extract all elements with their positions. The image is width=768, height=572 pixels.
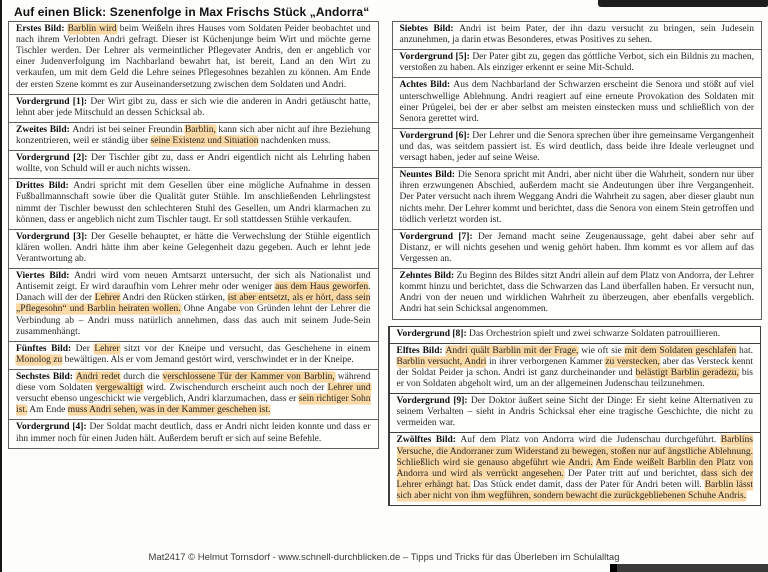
two-column-layout: [8, 22, 762, 506]
highlighted-text: Andri redet: [75, 371, 121, 382]
body-text: bewältigen. Als er vom Jemand gestört wird, verschwindet er in der Kneipe.: [62, 354, 354, 365]
scene-box-vordergrund-9: [388, 393, 762, 433]
highlighted-text: aus dem Haus geworfen: [275, 282, 369, 293]
scene-box-zehntes-bild: [392, 268, 763, 319]
highlighted-text: Barblin,: [184, 124, 216, 135]
highlighted-text: Monolog zu: [16, 354, 63, 365]
scan-left-edge-line: [0, 0, 2, 572]
body-text: Andri spricht mit dem Gesellen über eine mögliche Aufnahme in dessen Fußballmannschaft sowie über die Qualität guter Stühle. Im anschließenden Lehrlingstest nimmt der Tischler bewusst den schlechteren Stuhl des Gesellen, um Andri klarmachen zu können, dass er angeblich nicht zum Tischler taugt. Er soll stattdessen Stühle verkaufen.: [16, 181, 371, 225]
body-text: Der Lehrer und die Senora sprechen über ihre gemeinsame Vergangenheit und das, was seitdem passiert ist. Es wird deutlich, dass beide ihre Ideale verleugnet und versagt haben, jeder auf seine Weise.: [399, 130, 754, 164]
scene-box-label: Siebtes Bild:: [399, 24, 460, 34]
highlighted-text: muss Andri sehen, was in der Kammer geschehen ist.: [67, 405, 271, 416]
scene-box-label: Erstes Bild:: [16, 24, 68, 34]
footer-credit: Mat2417 © Helmut Tornsdorf - www.schnell-durchblicken.de – Tipps und Tricks für das Überleben im Schulalltag: [148, 552, 620, 563]
highlighted-text: mit dem Soldaten geschlafen: [624, 345, 737, 356]
body-text: Der Soldat macht deutlich, dass er Andri nicht leiden konnte und dass er ihn immer noch für einen Juden hält. Außerdem beruft er sich auf seine Befehle.: [16, 422, 371, 444]
highlighted-text: Andri quält Barblin mit der Frage,: [445, 345, 579, 356]
body-text: wie oft sie: [578, 345, 625, 356]
scan-artifact-top-bar: [598, 0, 768, 7]
scene-box-neuntes-bild: [392, 167, 763, 230]
highlighted-text: Barblin versucht, Andri: [396, 356, 487, 367]
scene-box-label: Neuntes Bild:: [399, 170, 458, 181]
body-text: durch die: [120, 371, 163, 382]
highlighted-text: sein richtiger Sohn ist.: [16, 394, 371, 416]
body-text: hat.: [736, 345, 754, 356]
body-text: Ohne Angabe von Gründen lehnt der Lehrer die Verbindung ab – Andri muss natürlich annehmen, dass das auch mit seinem Jude-Sein zusammenhängt.: [16, 304, 371, 337]
scene-box-label: Zwölftes Bild:: [396, 435, 461, 446]
body-text: Aus dem Nachbarland der Schwarzen erscheint die Senora und stößt auf viel unterschwellige Ablehnung. Andri reagiert auf eine erneute Provokation des Soldaten mit einer Prügelei, bei der er aber selbst am meisten einstecken muss und schließlich von der Senora gerettet wird.: [399, 80, 755, 124]
scene-box-vordergrund-6: [392, 128, 763, 168]
scene-box-label: Vordergrund [6]:: [399, 130, 473, 141]
body-text: nachdenken muss.: [258, 135, 331, 146]
highlighted-text: Barblins Versuche, die Andorraner zum Widerstand zu bewegen, stoßen nur auf ängstliche Ablehnung. Schließlich wird sie genauso abgeführt wie Andri.: [396, 435, 753, 468]
scene-box-label: Vordergrund [1]:: [16, 96, 91, 107]
body-text: Der Wirt gibt zu, dass er sich wie die anderen in Andri getäuscht hatte, lehnt aber jede Mitschuld an dessen Schicksal ab.: [16, 96, 371, 118]
highlighted-text: Lehrer und: [327, 383, 371, 394]
body-text: Andri den Rücken stärken,: [120, 293, 228, 304]
highlighted-text: dass sich der Lehrer erhängt hat.: [396, 468, 753, 490]
scene-box-vordergrund-1: [8, 94, 379, 123]
highlighted-text: vergewaltigt: [95, 383, 143, 394]
body-text: Der Pater tritt auf und berichtet,: [563, 468, 702, 479]
scene-box-label: Drittes Bild:: [16, 181, 74, 192]
right-column-upper-group: [392, 21, 763, 320]
right-column-lower-group: [388, 326, 762, 507]
scene-box-vordergrund-2: [8, 150, 379, 179]
highlighted-text: Lehrer: [94, 293, 121, 304]
scene-box-sechstes-bild: [8, 369, 379, 420]
body-text: Andri ist beim Pater, der ihn dazu versucht zu bringen, sein Judesein anzunehmen, ja darin etwas Besonderes, etwas Positives zu sehen.: [399, 24, 755, 46]
scene-box-label: Vordergrund [8]:: [396, 328, 469, 339]
scene-box-erstes-bild: [8, 21, 379, 95]
body-text: Am Ende: [27, 405, 68, 416]
highlighted-text: verschlossene Tür der Kammer von Barblin,: [162, 371, 335, 382]
scene-box-elftes-bild: [388, 343, 762, 394]
highlighted-text: Barblin wird: [67, 24, 117, 34]
body-text: Auf dem Platz von Andorra wird die Judenschau durchgeführt.: [460, 435, 721, 446]
left-column: [8, 22, 379, 449]
scene-box-zw-lftes-bild: [388, 432, 762, 506]
scene-box-label: Vordergrund [2]:: [16, 153, 92, 164]
body-text: Der Pater gibt zu, gegen das göttliche Verbot, sich ein Bildnis zu machen, verstoßen zu haben. Als einziger erkennt er seine Mit-Schuld.: [399, 52, 754, 74]
body-text: Andri ist bei seiner Freundin: [72, 124, 185, 135]
body-text: sitzt vor der Kneipe und versucht, das Geschehene in einem: [119, 343, 371, 354]
body-text: Der Tischler gibt zu, dass er Andri eigentlich nicht als Lehrling haben wollte, von Schuld will er auch nichts wissen.: [16, 153, 371, 175]
highlighted-text: seine Existenz und Situation: [150, 135, 259, 146]
body-text: kann sich aber nicht auf ihre Beziehung konzentrieren, weil er ständig über: [16, 124, 371, 146]
page-title: Auf einen Blick: Szenenfolge in Max Frischs Stück „Andorra“: [14, 5, 370, 19]
scene-box-vordergrund-5: [392, 49, 763, 78]
scene-box-label: Vordergrund [9]:: [396, 396, 471, 407]
scene-box-f-nftes-bild: [8, 341, 379, 370]
body-text: Zu Beginn des Bildes sitzt Andri allein auf dem Platz von Andorra, der Lehrer kommt hinzu und berichtet, dass die Schwarzen das Land überfallen haben. Er versucht nun, Andri von der neuen und wirklichen Wahrheit zu überzeugen, aber ebenfalls vergeblich. Andri hat sein Schicksal angenommen.: [399, 271, 754, 315]
scene-box-label: Viertes Bild:: [16, 271, 75, 282]
scene-box-vordergrund-3: [8, 229, 379, 269]
scene-box-label: Achtes Bild:: [399, 80, 454, 91]
body-text: Das Stück endet damit, dass der Pater für Andri beten will.: [470, 479, 705, 490]
scene-box-label: Zehntes Bild:: [399, 271, 457, 282]
scene-box-label: Vordergrund [3]:: [16, 231, 91, 242]
body-text: bis er von Soldaten abgeholt wird, um an der allgemeinen Judenschau teilzunehmen.: [396, 367, 753, 389]
scene-box-label: Vordergrund [7]:: [399, 231, 478, 242]
body-text: versucht ebenso ungeschickt wie vergeblich, Andri klarzumachen, dass er: [16, 394, 299, 405]
scene-box-vordergrund-8: [388, 326, 762, 344]
body-text: Andri wird vom neuen Amtsarzt untersucht, der sich als Nationalist und Antisemit zeigt. Er wird daraufhin vom Lehrer mehr oder weniger: [16, 271, 371, 293]
scene-box-label: Elftes Bild:: [396, 345, 446, 356]
highlighted-text: Am Ende weißelt Barblin den Platz von Andorra und wird als verrückt angesehen.: [396, 457, 754, 479]
body-text: Der Geselle behauptet, er hätte die Verwechslung der Stühle eigentlich klären wollen. Andri hätte ihm aber keine Gelegenheit dazu gegeben. Auch er lehnt jede Verantwortung ab.: [16, 231, 371, 264]
scene-box-siebtes-bild: [392, 21, 763, 50]
body-text: beim Weißeln ihres Hauses vom Soldaten Peider beobachtet und nach ihrem Verlobten Andri gefragt. Dieser ist Küchenjunge beim Wirt und möchte gerne Tischler werden. Der Lehrer als vermeintlicher Pflegevater Andris, den er angeblich vor einer Judenverfolgung im Nachbarland bewahrt hat, ist bereit, Land an den Wirt zu verkaufen, um mit dem Geld die Lehre seines Pflegesohnes bezahlen zu können. Am Ende der ersten Szene kommt es zur Auseinandersetzung zwischen dem Soldaten und Andri.: [16, 24, 371, 90]
body-text: Die Senora spricht mit Andri, aber nicht über die Wahrheit, sondern nur über ihren erzwungenen Abschied, außerdem macht sie Andeutungen über ihre Vergangenheit. Der Pater versucht nach ihrem Weggang Andri die Wahrheit zu sagen, aber dieser glaubt nun nichts mehr. Der Lehrer kommt und berichtet, dass die Senora von einem Stein getroffen und tödlich verletzt worden ist.: [399, 170, 754, 225]
scene-box-label: Vordergrund [5]:: [399, 52, 473, 63]
body-text: . Danach will der der: [16, 282, 371, 304]
highlighted-text: ist aber entsetzt, als er hört, dass sein „Pflegesohn“ und Barblin heiraten wollen.: [16, 293, 371, 315]
highlighted-text: Barblin lässt sich aber nicht von ihm wegführen, sondern bewacht die zurückgebliebenen Schuhe Andris.: [396, 479, 754, 501]
scene-box-vordergrund-7: [392, 229, 763, 269]
highlighted-text: Lehrer: [94, 343, 120, 354]
scene-box-achtes-bild: [392, 77, 763, 128]
scene-box-label: Vordergrund [4]:: [16, 422, 90, 433]
highlighted-text: belästigt Barblin geradezu,: [635, 367, 739, 378]
scene-box-zweites-bild: [8, 122, 379, 151]
scene-box-vordergrund-4: [8, 419, 379, 448]
highlighted-text: zu verstecken,: [605, 356, 660, 367]
body-text: wird. Zwischendurch erscheint auch noch der: [143, 383, 328, 394]
scene-box-label: Sechstes Bild:: [16, 371, 76, 382]
body-text: Das Orchestrion spielt und zwei schwarze Soldaten patrouillieren.: [468, 328, 721, 339]
body-text: Der: [75, 343, 95, 354]
scene-box-drittes-bild: [8, 178, 379, 229]
scene-box-label: Zweites Bild:: [16, 124, 73, 135]
body-text: Der Doktor äußert seine Sicht der Dinge: Er sieht keine Alternativen zu seinem Verhalten – sieht in Andris Schicksal eher eine tragische Geschichte, die nicht zu vermeiden war.: [396, 396, 753, 429]
scene-box-viertes-bild: [8, 268, 379, 342]
scene-box-label: Fünftes Bild:: [16, 343, 76, 354]
body-text: aber das Versteck kennt der Soldat Peider ja schon. Andri ist ganz durcheinander und: [396, 356, 753, 378]
scan-artifact-bottom-bar: [610, 564, 768, 572]
right-column: [392, 22, 763, 506]
body-text: in ihrer verborgenen Kammer: [486, 356, 606, 367]
body-text: Der Jemand macht seine Zeugenaussage, geht dabei aber sehr auf Distanz, er will nichts gesehen und wenig gehört haben. Ihm kommt es vor allem auf das Vergessen an.: [399, 231, 754, 264]
body-text: während diese vom Soldaten: [16, 371, 371, 394]
